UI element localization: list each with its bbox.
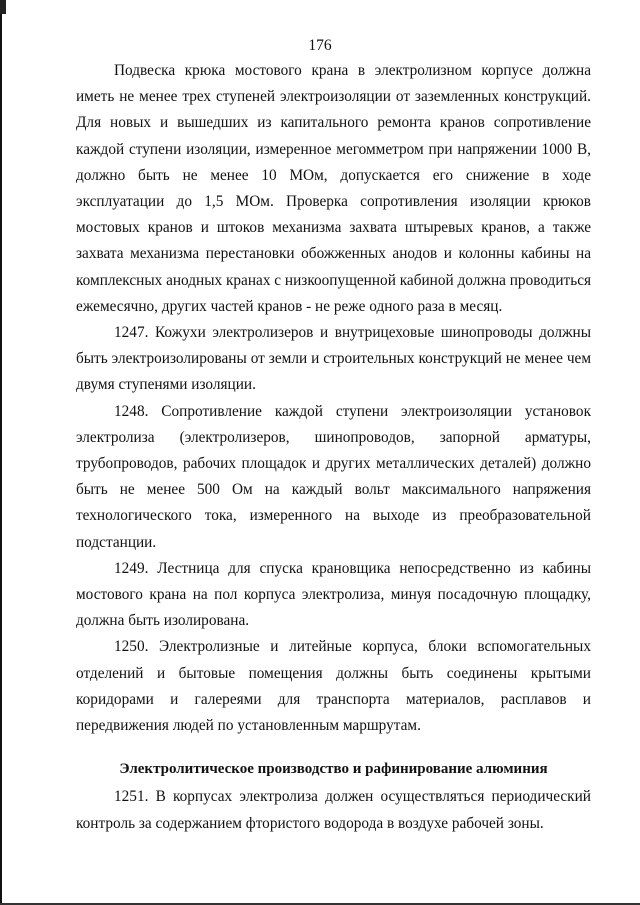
paragraph-1250: 1250. Электролизные и литейные корпуса, блоки вспомогательных отделений и бытовые помещения должны быть соединены крытыми коридорами и галереями для транспорта материалов, расплавов и передвижения людей по установленным маршрутам.: [76, 638, 591, 735]
scan-edge-left: [0, 0, 2, 905]
scan-edge-corner: [0, 0, 6, 14]
paragraph-hook-suspension: Подвеска крюка мостового крана в электролизном корпусе должна иметь не менее трех ступеней электроизоляции от заземленных конструкций. Для новых и вышедших из капитального ремонта кранов сопротивление каждой ступени изоляции, измеренное мегомметром при напряжении 1000 В, должно быть не менее 10 МОм, допускается его снижение в ходе эксплуатации до 1,5 МОм. Проверка сопротивления изоляции крюков мостовых кранов и штоков механизма захвата штыревых кранов, а также захвата механизма перестановки обожженных анодов и колонны кабины на комплексных анодных кранах с низкоопущенной кабиной должна проводиться ежемесячно, других частей кранов - не реже одного раза в месяц.: [76, 62, 592, 315]
paragraph-1251: 1251. В корпусах электролиза должен осуществляться периодический контроль за содержанием фтористого водорода в воздухе рабочей зоны.: [76, 788, 591, 832]
paragraph-1249: 1249. Лестница для спуска крановщика непосредственно из кабины мостового крана на пол корпуса электролиза, минуя посадочную площадку, должна быть изолирована.: [76, 559, 591, 630]
document-body: [76, 58, 591, 837]
paragraph-1248: 1248. Сопротивление каждой ступени электроизоляции установок электролиза (электролизеров, шинопроводов, запорной арматуры, трубопроводов, рабочих площадок и других металлических деталей) должно быть не менее 500 Ом на каждый вольт максимального напряжения технологического тока, измеренного на выходе из преобразовательной подстанции.: [76, 402, 591, 551]
page-number: 176: [308, 37, 332, 54]
section-heading: Электролитическое производство и рафинирование алюминия: [119, 761, 548, 778]
paragraph-1247: 1247. Кожухи электролизеров и внутрицеховые шинопроводы должны быть электроизолированы от земли и строительных конструкций не менее чем двумя ступенями изоляции.: [76, 324, 591, 394]
